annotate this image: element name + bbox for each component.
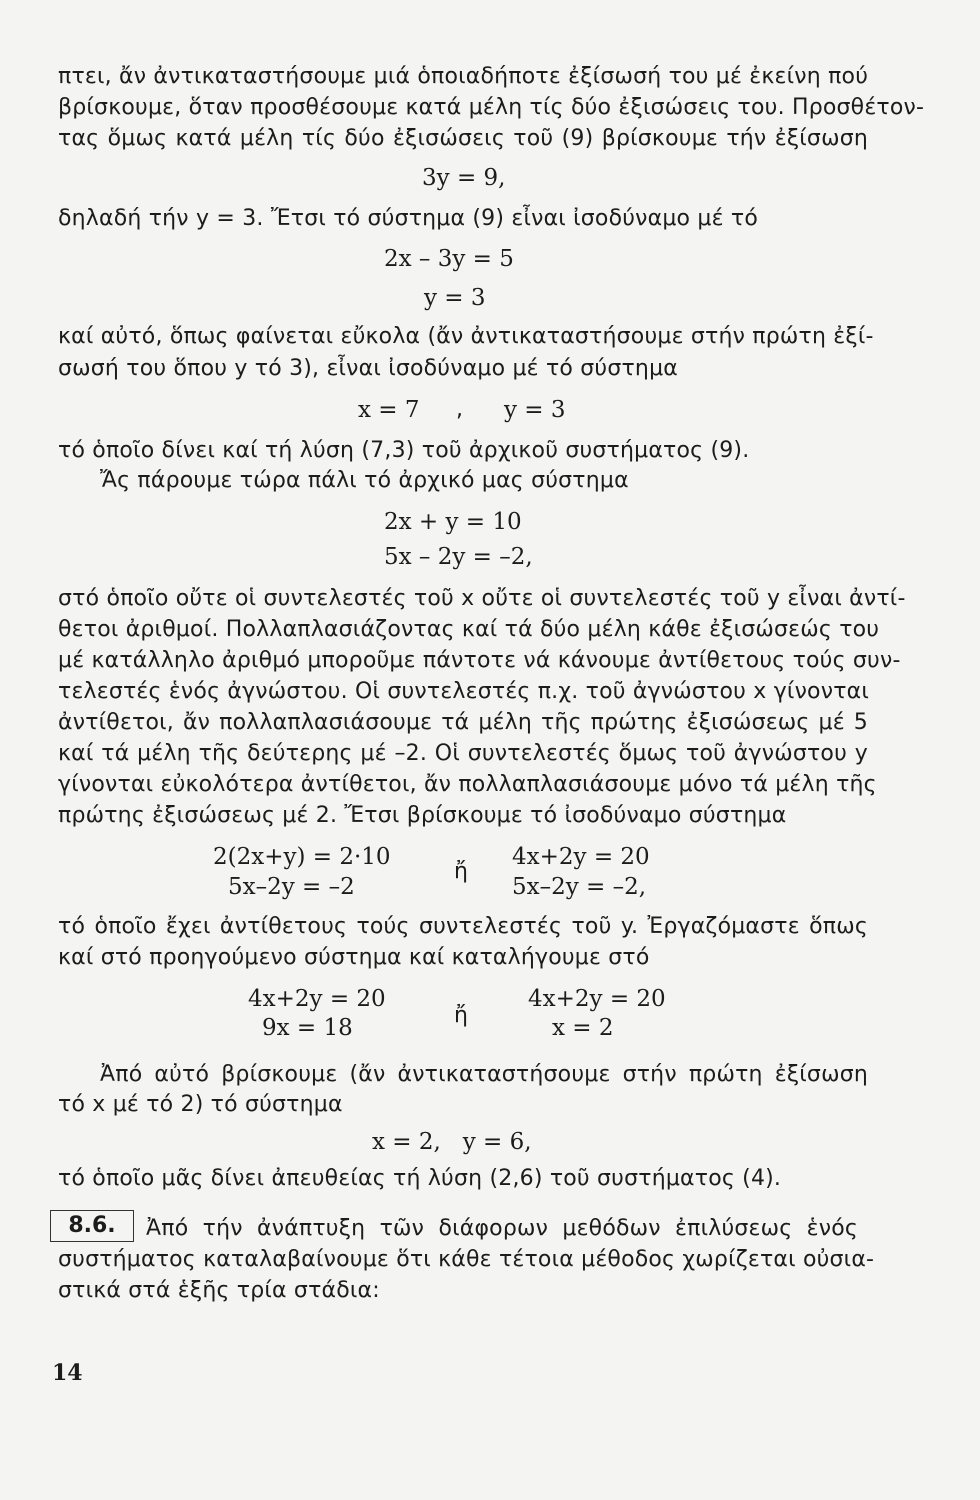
text-line: πρώτης ἐξισώσεως μέ 2. Ἔτσι βρίσκουμε τό ἰσοδύναμο σύστημα (58, 803, 787, 828)
text-line: συστήματος καταλαβαίνουμε ὅτι κάθε τέτοια μέθοδος χωρίζεται οὐσια- (58, 1247, 875, 1272)
text-line: θετοι ἀριθμοί. Πολλαπλασιάζοντας καί τά δύο μέλη κάθε ἐξισώσεώς του (58, 617, 880, 642)
text-line: καί τά μέλη τῆς δεύτερης μέ –2. Οἱ συντελεστές ὅμως τοῦ ἀγνώστου y (58, 741, 868, 766)
equation-separator: ἤ (454, 859, 468, 884)
equation: y = 3 (424, 285, 486, 311)
text-line: τό ὁποῖο δίνει καί τή λύση (7,3) τοῦ ἀρχικοῦ συστήματος (9). (58, 438, 750, 463)
text-line: τας ὅμως κατά μέλη τίς δύο ἐξισώσεις τοῦ (9) βρίσκουμε τήν ἐξίσωση (58, 126, 868, 151)
text-line: δηλαδή τήν y = 3. Ἔτσι τό σύστημα (9) εἶναι ἰσοδύναμο μέ τό (58, 206, 758, 231)
equation: 4x+2y = 20 (512, 844, 650, 870)
text-line: σωσή του ὅπου y τό 3), εἶναι ἰσοδύναμο μέ τό σύστημα (58, 356, 678, 381)
text-line: στικά στά ἑξῆς τρία στάδια: (58, 1278, 380, 1303)
equation-separator: ἤ (454, 1003, 468, 1028)
text-line: Ἀπό αὐτό βρίσκουμε (ἄν ἀντικαταστήσουμε στήν πρώτη ἐξίσωση (100, 1062, 868, 1087)
equation: 2x + y = 10 (384, 509, 522, 535)
equation: 3y = 9, (422, 165, 506, 191)
equation: 2x – 3y = 5 (384, 246, 514, 272)
text-line: καί στό προηγούμενο σύστημα καί καταλήγουμε στό (58, 945, 650, 970)
text-line: τό x μέ τό 2) τό σύστημα (58, 1092, 343, 1117)
equation: 2(2x+y) = 2·10 (213, 844, 391, 870)
text-line: Ἄς πάρουμε τώρα πάλι τό ἀρχικό μας σύστημα (100, 468, 629, 493)
equation: 4x+2y = 20 (528, 986, 666, 1012)
text-line: γίνονται εὐκολότερα ἀντίθετοι, ἄν πολλαπλασιάσουμε μόνο τά μέλη τῆς (58, 772, 877, 797)
equation-separator: , (456, 397, 463, 422)
equation: x = 2, y = 6, (372, 1129, 532, 1155)
equation: y = 3 (504, 397, 566, 423)
equation: 5x–2y = –2 (228, 874, 355, 900)
text-line: μέ κατάλληλο ἀριθμό μποροῦμε πάντοτε νά κάνουμε ἀντίθετους τούς συν- (58, 648, 901, 673)
equation: 5x–2y = –2, (512, 874, 647, 900)
text-line: ἀντίθετοι, ἄν πολλαπλασιάσουμε τά μέλη τῆς πρώτης ἐξισώσεως μέ 5 (58, 710, 868, 735)
equation: 9x = 18 (262, 1015, 353, 1041)
equation: 4x+2y = 20 (248, 986, 386, 1012)
text-line: τό ὁποῖο ἔχει ἀντίθετους τούς συντελεστές τοῦ y. Ἐργαζόμαστε ὅπως (58, 914, 868, 939)
text-line: τό ὁποῖο μᾶς δίνει ἀπευθείας τή λύση (2,6) τοῦ συστήματος (4). (58, 1166, 782, 1191)
page-number: 14 (52, 1360, 83, 1386)
equation: x = 7 (358, 397, 420, 423)
equation: 5x – 2y = –2, (384, 544, 533, 570)
text-line: στό ὁποῖο οὔτε οἱ συντελεστές τοῦ x οὔτε οἱ συντελεστές τοῦ y εἶναι ἀντί- (58, 586, 906, 611)
text-line: πτει, ἄν ἀντικαταστήσουμε μιά ὁποιαδήποτε ἐξίσωσή του μέ ἐκείνη πού (58, 64, 869, 89)
equation: x = 2 (552, 1015, 614, 1041)
text-line: βρίσκουμε, ὅταν προσθέσουμε κατά μέλη τίς δύο ἐξισώσεις του. Προσθέτον- (58, 95, 925, 120)
text-line: καί αὐτό, ὅπως φαίνεται εὔκολα (ἄν ἀντικαταστήσουμε στήν πρώτη ἐξί- (58, 324, 874, 349)
text-line: τελεστές ἑνός ἀγνώστου. Οἱ συντελεστές π.χ. τοῦ ἀγνώστου x γίνονται (58, 679, 869, 704)
text-line: Ἀπό τήν ἀνάπτυξη τῶν διάφορων μεθόδων ἐπιλύσεως ἑνός (146, 1216, 858, 1241)
section-number-box: 8.6. (50, 1210, 134, 1242)
